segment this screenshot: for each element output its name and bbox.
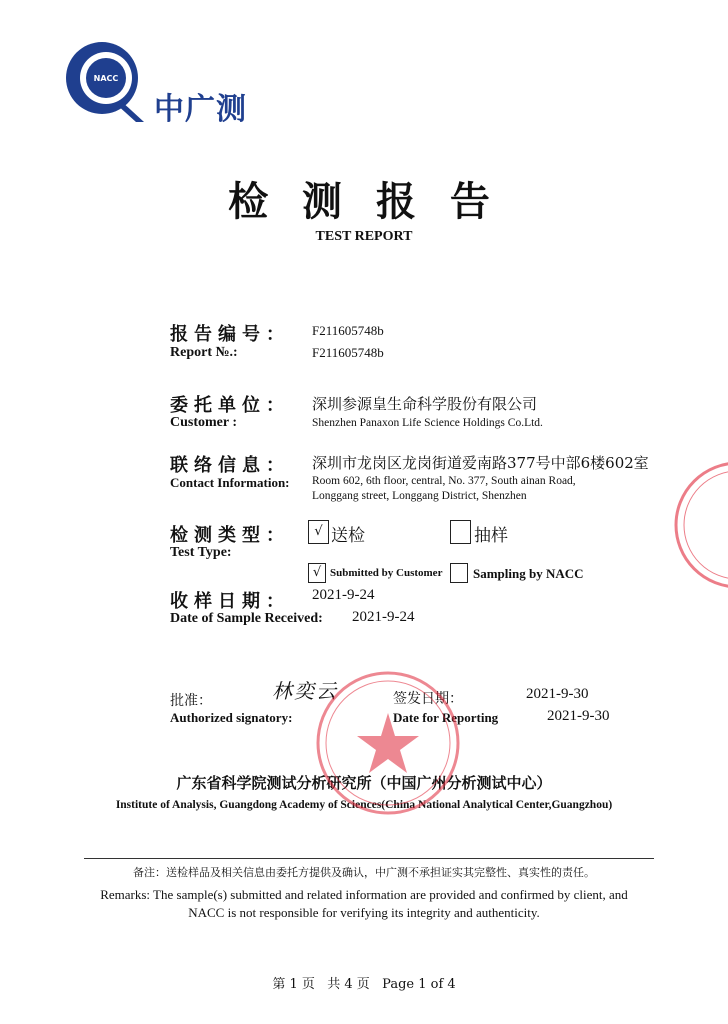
submitted-checkbox-cn[interactable] <box>308 520 329 544</box>
report-no-label-en: Report №.: <box>170 345 238 360</box>
contact-value-cn: 深圳市龙岗区龙岗街道爱南路377号中部6楼602室 <box>312 454 649 472</box>
logo-name: 中广测 <box>154 92 247 127</box>
contact-label-en: Contact Information: <box>170 475 290 490</box>
seam-stamp-icon <box>668 455 728 595</box>
sample-date-label-cn: 收样日期： <box>170 591 290 612</box>
official-stamp-icon <box>313 668 463 818</box>
report-date-value-cn: 2021-9-30 <box>526 686 589 702</box>
institute-name-en: Institute of Analysis, Guangdong Academy of Sciences(China National Analytical Center,Guangzhou) <box>115 799 613 811</box>
test-type-label-en: Test Type: <box>170 545 232 560</box>
sampling-checkbox-en[interactable] <box>450 563 468 583</box>
test-type-label-cn: 检测类型： <box>170 525 290 546</box>
sample-date-value-cn: 2021-9-24 <box>312 587 375 603</box>
submitted-checkbox-en[interactable] <box>308 563 326 583</box>
report-no-value-cn: F211605748b <box>312 323 384 338</box>
contact-label-cn: 联络信息： <box>170 455 290 476</box>
option-submitted-en: Submitted by Customer <box>330 567 443 579</box>
remarks-en-line1: Remarks: The sample(s) submitted and related information are provided and confirmed by client, and <box>100 887 628 902</box>
report-no-value-en: F211605748b <box>312 345 384 360</box>
sampling-checkbox-cn[interactable] <box>450 520 471 544</box>
check-mark-icon: √ <box>314 524 323 539</box>
sample-date-value-en: 2021-9-24 <box>352 609 415 625</box>
remarks-en-line2: NACC is not responsible for verifying its integrity and authenticity. <box>188 905 540 920</box>
logo-badge-text: NACC <box>93 74 119 83</box>
report-date-label-cn: 签发日期： <box>393 691 463 707</box>
remarks-divider <box>84 858 654 859</box>
option-submitted-cn: 送检 <box>331 526 365 546</box>
report-no-label-cn: 报告编号： <box>170 324 290 345</box>
customer-value-cn: 深圳参源皇生命科学股份有限公司 <box>312 395 538 413</box>
option-sampling-cn: 抽样 <box>474 526 508 546</box>
remarks-cn: 备注：送检样品及相关信息由委托方提供及确认，中广测不承担证实其完整性、真实性的责任。 <box>133 866 595 879</box>
option-sampling-en: Sampling by NACC <box>473 566 584 581</box>
signatory-label-cn: 批准： <box>170 693 212 709</box>
sample-date-label-en: Date of Sample Received: <box>170 611 323 626</box>
customer-value-en: Shenzhen Panaxon Life Science Holdings Co.Ltd. <box>312 417 543 429</box>
nacc-logo-icon <box>58 38 158 128</box>
check-mark-icon: √ <box>312 565 322 580</box>
page-number: 第 1 页 共 4 页 Page 1 of 4 <box>272 977 456 992</box>
signatory-label-en: Authorized signatory: <box>170 710 293 725</box>
report-date-label-en: Date for Reporting <box>393 710 499 725</box>
page-title: 检 测 报 告 <box>228 178 500 225</box>
contact-value-en-line2: Longgang street, Longgang District, Shenzhen <box>312 490 527 502</box>
report-date-value-en: 2021-9-30 <box>547 708 610 724</box>
signature: 林奕云 <box>272 679 338 703</box>
customer-label-en: Customer : <box>170 415 238 430</box>
institute-name-cn: 广东省科学院测试分析研究所（中国广州分析测试中心） <box>176 774 552 792</box>
logo <box>58 38 278 128</box>
contact-value-en-line1: Room 602, 6th floor, central, No. 377, South ainan Road, <box>312 475 576 487</box>
customer-label-cn: 委托单位： <box>170 395 290 416</box>
page-subtitle: TEST REPORT <box>315 229 413 244</box>
